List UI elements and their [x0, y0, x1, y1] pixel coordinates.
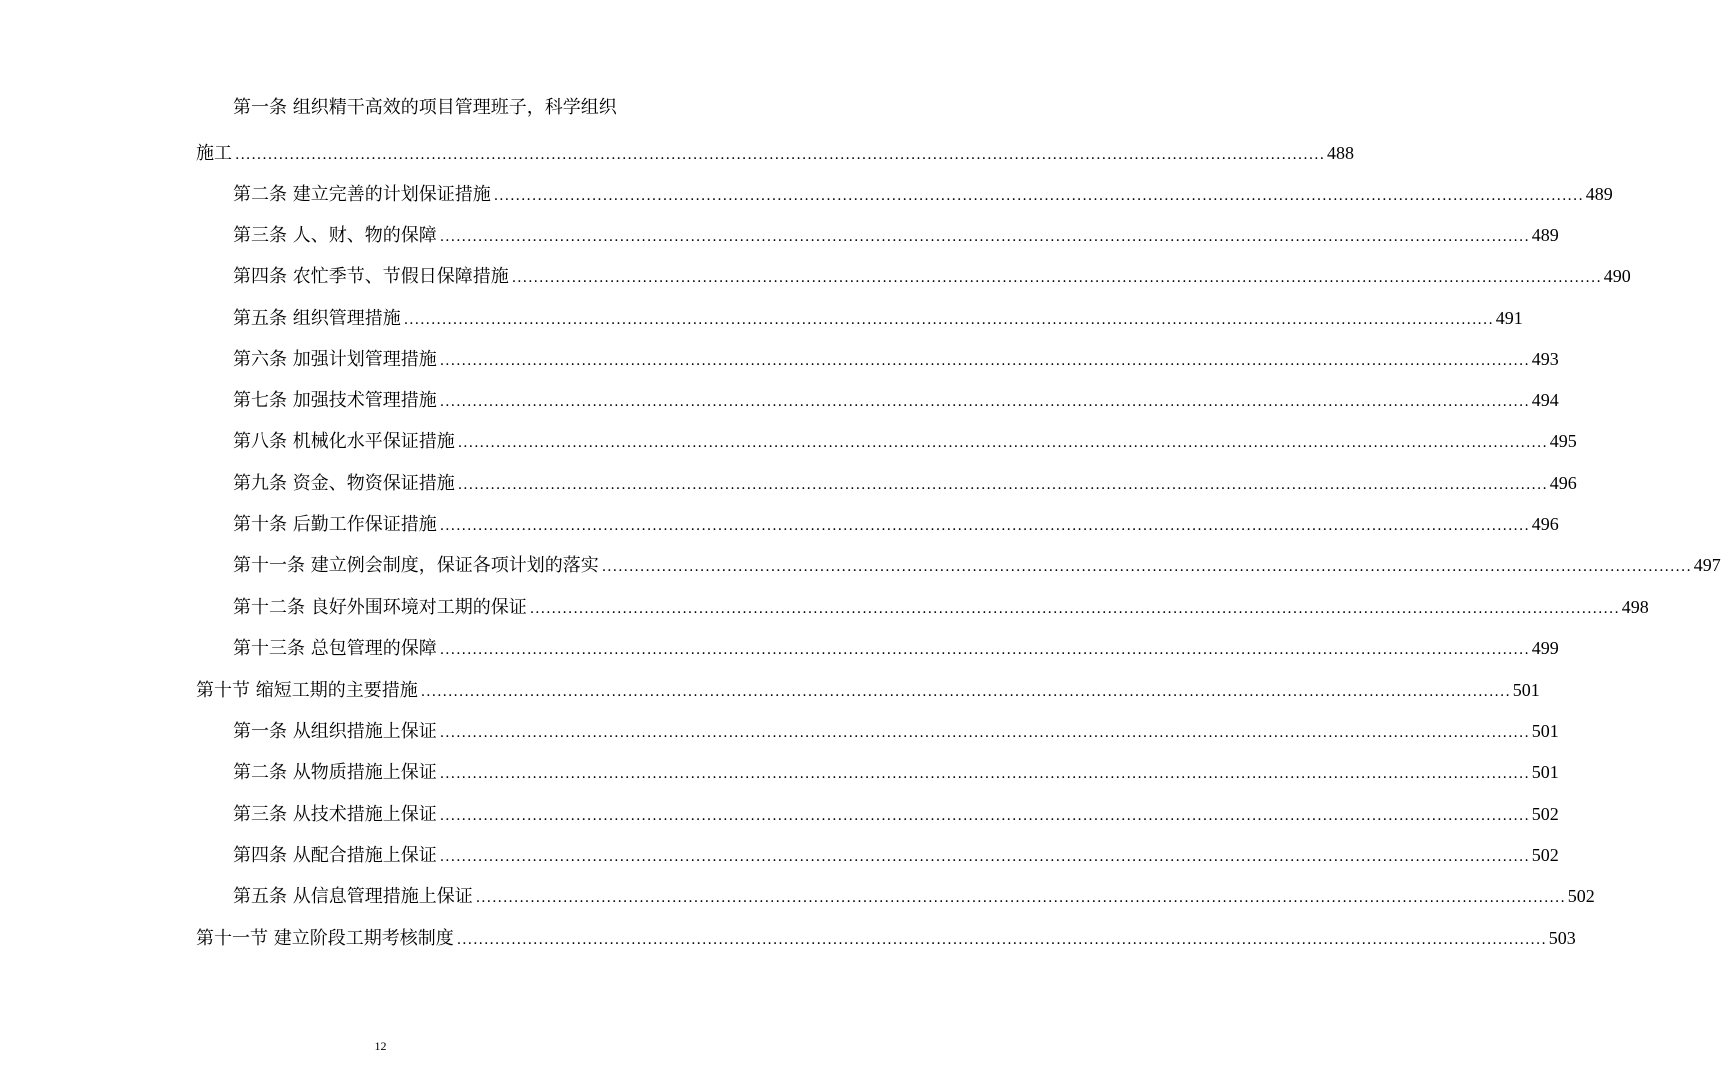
toc-entry-title: 第十三条 总包管理的保障: [233, 638, 437, 659]
toc-entry-title: 第二条 从物质措施上保证: [233, 762, 437, 783]
dot-leader: ........................................................................................................................................................................................................: [439, 849, 1530, 865]
toc-entry-title: 第一条 组织精干高效的项目管理班子，科学组织: [233, 97, 617, 118]
page-number: 12: [374, 1039, 387, 1053]
toc-page-number: 493: [1531, 349, 1559, 369]
toc-entry-title: 第三条 从技术措施上保证: [233, 804, 437, 825]
dot-leader: ........................................................................................................................................................................................................: [420, 684, 1511, 700]
toc-entry[interactable]: [233, 264, 1631, 290]
dot-leader: ........................................................................................................................................................................................................: [457, 477, 1548, 493]
toc-entry[interactable]: [233, 471, 1577, 497]
toc-entry-title: 第十节 缩短工期的主要措施: [196, 680, 418, 701]
toc-entry-title: 第四条 从配合措施上保证: [233, 845, 437, 866]
toc-entry-first-line1: [233, 96, 617, 120]
toc-page-number: 495: [1549, 431, 1577, 451]
toc-page-number: 502: [1567, 886, 1595, 906]
toc-entry-title: 第十条 后勤工作保证措施: [233, 514, 437, 535]
toc-page-number: 496: [1531, 514, 1559, 534]
dot-leader: ........................................................................................................................................................................................................: [439, 766, 1530, 782]
toc-page-number: 497: [1693, 555, 1721, 575]
toc-page-number: 488: [1327, 143, 1355, 163]
toc-entry-title: 第八条 机械化水平保证措施: [233, 431, 455, 452]
toc-entry-title: 施工: [196, 143, 232, 164]
toc-entry[interactable]: [196, 141, 1355, 167]
toc-entry[interactable]: [233, 223, 1559, 249]
toc-page-number: 490: [1603, 266, 1631, 286]
dot-leader: ........................................................................................................................................................................................................: [439, 642, 1530, 658]
toc-entry-title: 第十一条 建立例会制度，保证各项计划的落实: [233, 555, 599, 576]
dot-leader: ........................................................................................................................................................................................................: [511, 270, 1602, 286]
toc-page-number: 502: [1531, 804, 1559, 824]
dot-leader: ........................................................................................................................................................................................................: [457, 435, 1548, 451]
toc-entry[interactable]: [233, 884, 1595, 910]
toc-entry[interactable]: [233, 636, 1559, 662]
toc-page-number: 501: [1531, 721, 1559, 741]
toc-entry-title: 第三条 人、财、物的保障: [233, 225, 437, 246]
toc-entry[interactable]: [233, 719, 1559, 745]
toc-entry-title: 第十一节 建立阶段工期考核制度: [196, 928, 454, 949]
toc-page-number: 494: [1531, 390, 1559, 410]
dot-leader: ........................................................................................................................................................................................................: [529, 601, 1620, 617]
toc-entry[interactable]: [233, 347, 1559, 373]
toc-section-entry[interactable]: [196, 926, 1576, 952]
toc-entry-title: 第六条 加强计划管理措施: [233, 349, 437, 370]
dot-leader: ........................................................................................................................................................................................................: [475, 890, 1566, 906]
toc-page-number: 489: [1585, 184, 1613, 204]
toc-page-number: 502: [1531, 845, 1559, 865]
dot-leader: ........................................................................................................................................................................................................: [439, 518, 1530, 534]
toc-page-number: 489: [1531, 225, 1559, 245]
toc-entry-title: 第十二条 良好外围环境对工期的保证: [233, 597, 527, 618]
toc-page-number: 498: [1621, 597, 1649, 617]
dot-leader: ........................................................................................................................................................................................................: [439, 229, 1530, 245]
toc-page-number: 503: [1548, 928, 1576, 948]
toc-entry-title: 第四条 农忙季节、节假日保障措施: [233, 266, 509, 287]
toc-entry[interactable]: [233, 388, 1559, 414]
toc-page-number: 491: [1495, 308, 1523, 328]
toc-section-entry[interactable]: [196, 678, 1540, 704]
toc-entry[interactable]: [233, 429, 1577, 455]
dot-leader: ........................................................................................................................................................................................................: [439, 394, 1530, 410]
toc-entry[interactable]: [233, 182, 1613, 208]
toc-entry[interactable]: [233, 760, 1559, 786]
toc-entry[interactable]: [233, 306, 1523, 332]
toc-entry[interactable]: [233, 553, 1721, 579]
toc-entry[interactable]: [233, 802, 1559, 828]
toc-entry[interactable]: [233, 843, 1559, 869]
toc-page-number: 496: [1549, 473, 1577, 493]
toc-page-number: 501: [1512, 680, 1540, 700]
dot-leader: ........................................................................................................................................................................................................: [439, 808, 1530, 824]
dot-leader: ........................................................................................................................................................................................................: [235, 147, 1326, 163]
toc-entry-title: 第二条 建立完善的计划保证措施: [233, 184, 491, 205]
dot-leader: ........................................................................................................................................................................................................: [601, 559, 1692, 575]
toc-entry-title: 第五条 从信息管理措施上保证: [233, 886, 473, 907]
toc-entry-title: 第九条 资金、物资保证措施: [233, 473, 455, 494]
toc-entry-title: 第五条 组织管理措施: [233, 308, 401, 329]
toc-entry[interactable]: [233, 512, 1559, 538]
dot-leader: ........................................................................................................................................................................................................: [456, 932, 1547, 948]
dot-leader: ........................................................................................................................................................................................................: [439, 725, 1530, 741]
dot-leader: ........................................................................................................................................................................................................: [493, 188, 1584, 204]
toc-page-number: 501: [1531, 762, 1559, 782]
toc-entry[interactable]: [233, 595, 1649, 621]
dot-leader: ........................................................................................................................................................................................................: [439, 353, 1530, 369]
toc-entry-title: 第一条 从组织措施上保证: [233, 721, 437, 742]
toc-page-number: 499: [1531, 638, 1559, 658]
dot-leader: ........................................................................................................................................................................................................: [403, 312, 1494, 328]
toc-entry-title: 第七条 加强技术管理措施: [233, 390, 437, 411]
